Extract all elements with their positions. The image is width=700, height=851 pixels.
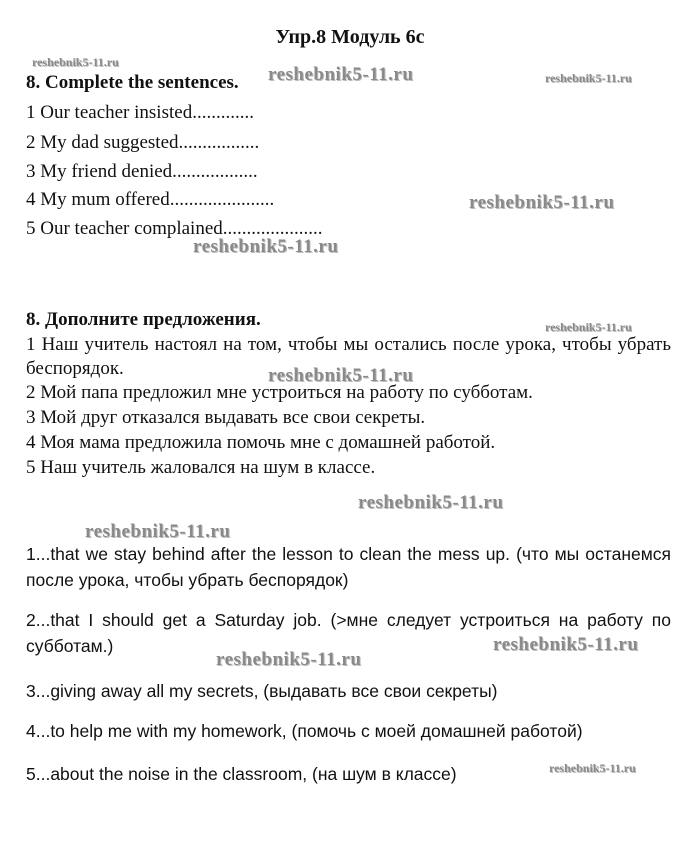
watermark: reshebnik5-11.ru	[358, 492, 504, 513]
watermark: reshebnik5-11.ru	[32, 55, 119, 69]
english-item-3: 3 My friend denied..................	[26, 161, 258, 182]
answer-4: 4...to help me with my homework, (помочь с моей домашней работой)	[26, 721, 583, 741]
watermark: reshebnik5-11.ru	[268, 365, 414, 386]
russian-item-3: 3 Мой друг отказался выдавать все свои секреты.	[26, 407, 426, 428]
english-item-1: 1 Our teacher insisted.............	[26, 102, 254, 123]
english-item-5: 5 Our teacher complained.....................	[26, 218, 323, 239]
answer-1: 1...that we stay behind after the lesson to clean the mess up. (что мы останемся после урока, чтобы убрать беспорядок)	[26, 544, 671, 590]
answer-3: 3...giving away all my secrets, (выдавать все свои секреты)	[26, 681, 498, 701]
russian-task-heading: 8. Дополните предложения.	[26, 309, 261, 330]
english-item-4: 4 My mum offered......................	[26, 189, 275, 210]
watermark: reshebnik5-11.ru	[545, 71, 632, 85]
watermark: reshebnik5-11.ru	[268, 64, 414, 85]
answer-5: 5...about the noise in the classroom, (на шум в классе)	[26, 764, 457, 784]
watermark: reshebnik5-11.ru	[216, 649, 362, 670]
english-task-heading: 8. Complete the sentences.	[26, 72, 239, 93]
russian-item-4: 4 Моя мама предложила помочь мне с домашней работой.	[26, 432, 496, 453]
watermark: reshebnik5-11.ru	[469, 192, 615, 213]
russian-item-1: 1 Наш учитель настоял на том, чтобы мы остались после урока, чтобы убрать беспорядок.	[26, 334, 671, 379]
answer-2: 2...that I should get a Saturday job. (>мне следует устроиться на работу по субботам.)	[26, 610, 671, 656]
watermark: reshebnik5-11.ru	[85, 521, 231, 542]
page-title: Упр.8 Модуль 6с	[275, 26, 425, 48]
watermark: reshebnik5-11.ru	[493, 634, 639, 655]
watermark: reshebnik5-11.ru	[545, 320, 632, 334]
russian-item-5: 5 Наш учитель жаловался на шум в классе.	[26, 457, 376, 478]
watermark: reshebnik5-11.ru	[193, 236, 339, 257]
watermark: reshebnik5-11.ru	[549, 761, 636, 775]
english-item-2: 2 My dad suggested.................	[26, 132, 260, 153]
russian-item-2: 2 Мой папа предложил мне устроиться на работу по субботам.	[26, 382, 533, 403]
